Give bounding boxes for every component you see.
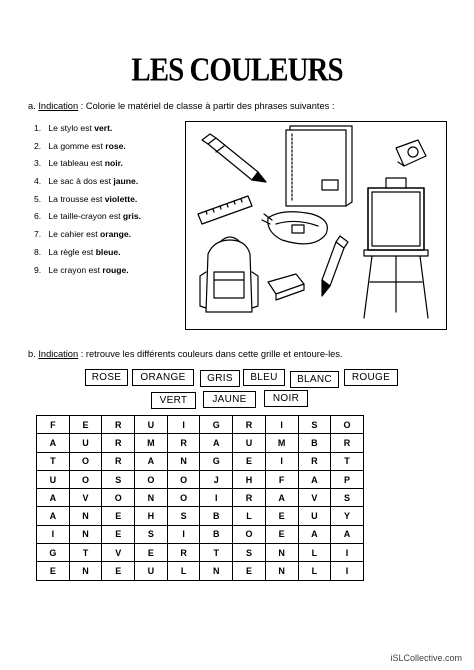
item-color: violette.: [104, 193, 138, 204]
grid-cell[interactable]: I: [167, 416, 200, 434]
grid-cell[interactable]: A: [200, 434, 233, 452]
grid-cell[interactable]: N: [167, 452, 200, 470]
grid-row: [37, 434, 364, 452]
instruction-b-prefix: b.: [28, 349, 39, 359]
grid-cell[interactable]: A: [331, 525, 364, 543]
grid-cell[interactable]: R: [167, 544, 200, 562]
grid-cell[interactable]: P: [331, 470, 364, 488]
grid-cell[interactable]: O: [233, 525, 266, 543]
grid-cell[interactable]: O: [167, 470, 200, 488]
list-item: [34, 208, 141, 226]
grid-cell[interactable]: T: [37, 452, 70, 470]
instruction-a-label: Indication: [38, 101, 79, 111]
grid-cell[interactable]: N: [200, 562, 233, 580]
item-number: 5.: [34, 193, 42, 204]
list-item: [34, 262, 141, 280]
list-item: [34, 155, 141, 173]
item-number: 9.: [34, 264, 42, 275]
grid-cell[interactable]: N: [135, 489, 168, 507]
grid-cell[interactable]: O: [69, 470, 102, 488]
list-item: [34, 173, 141, 191]
grid-cell[interactable]: O: [135, 470, 168, 488]
grid-cell[interactable]: A: [37, 489, 70, 507]
grid-cell[interactable]: S: [331, 489, 364, 507]
grid-cell[interactable]: E: [233, 562, 266, 580]
grid-cell[interactable]: T: [69, 544, 102, 562]
grid-cell[interactable]: R: [102, 452, 135, 470]
easel-board-icon: [364, 178, 428, 318]
word-chip-noir: NOIR: [264, 390, 308, 407]
grid-cell[interactable]: E: [265, 525, 298, 543]
item-color: vert.: [94, 123, 113, 133]
item-number: 8.: [34, 246, 42, 257]
grid-cell[interactable]: H: [233, 470, 266, 488]
grid-cell[interactable]: U: [135, 416, 168, 434]
instruction-b-text: : retrouve les différents couleurs dans cette grille et entoure-les.: [78, 349, 343, 359]
grid-cell[interactable]: N: [69, 507, 102, 525]
grid-cell[interactable]: E: [37, 562, 70, 580]
item-number: 6.: [34, 211, 42, 222]
grid-cell[interactable]: U: [37, 470, 70, 488]
instruction-b-label: Indication: [38, 349, 79, 359]
grid-cell[interactable]: N: [69, 525, 102, 543]
sharpener-icon: [396, 140, 426, 166]
grid-cell[interactable]: U: [233, 434, 266, 452]
grid-cell[interactable]: L: [298, 562, 331, 580]
grid-cell[interactable]: G: [200, 452, 233, 470]
grid-row: [37, 416, 364, 434]
grid-cell[interactable]: U: [69, 434, 102, 452]
grid-cell[interactable]: S: [135, 525, 168, 543]
grid-row: [37, 544, 364, 562]
grid-cell[interactable]: T: [331, 452, 364, 470]
grid-cell[interactable]: O: [69, 452, 102, 470]
eraser-icon: [268, 274, 304, 300]
grid-cell[interactable]: F: [37, 416, 70, 434]
grid-cell[interactable]: B: [200, 507, 233, 525]
grid-cell[interactable]: B: [298, 434, 331, 452]
grid-cell[interactable]: R: [331, 434, 364, 452]
notebook-icon: [286, 126, 352, 206]
word-chip-bleu: BLEU: [243, 369, 285, 386]
grid-cell[interactable]: T: [200, 544, 233, 562]
school-supplies-illustration: [185, 121, 447, 330]
grid-cell[interactable]: V: [102, 544, 135, 562]
grid-cell[interactable]: F: [265, 470, 298, 488]
word-chip-vert: VERT: [151, 392, 196, 409]
list-item: [34, 191, 141, 209]
word-chip-blanc: BLANC: [290, 371, 339, 388]
grid-cell[interactable]: I: [265, 416, 298, 434]
grid-cell[interactable]: E: [69, 416, 102, 434]
page-title: LES COULEURS: [131, 51, 343, 89]
grid-cell[interactable]: O: [167, 489, 200, 507]
grid-cell[interactable]: I: [167, 525, 200, 543]
sentence-list: [34, 120, 141, 279]
grid-cell[interactable]: R: [298, 452, 331, 470]
grid-cell[interactable]: H: [135, 507, 168, 525]
word-search-grid: [36, 415, 364, 581]
grid-cell[interactable]: A: [37, 434, 70, 452]
grid-cell[interactable]: E: [102, 562, 135, 580]
grid-cell[interactable]: I: [37, 525, 70, 543]
pencil-case-icon: [262, 212, 327, 244]
grid-cell[interactable]: M: [135, 434, 168, 452]
grid-cell[interactable]: L: [233, 507, 266, 525]
item-number: 2.: [34, 140, 42, 151]
grid-cell[interactable]: N: [265, 562, 298, 580]
pencil-icon: [322, 236, 348, 296]
grid-cell[interactable]: E: [135, 544, 168, 562]
grid-cell[interactable]: R: [102, 416, 135, 434]
item-color: jaune.: [113, 176, 139, 187]
list-item: [34, 120, 141, 138]
grid-row: [37, 452, 364, 470]
grid-cell[interactable]: V: [69, 489, 102, 507]
pen-icon: [202, 134, 266, 182]
footer-credit: iSLCollective.com: [390, 653, 462, 663]
grid-cell[interactable]: I: [331, 562, 364, 580]
grid-cell[interactable]: J: [200, 470, 233, 488]
grid-cell[interactable]: V: [298, 489, 331, 507]
grid-cell[interactable]: I: [200, 489, 233, 507]
grid-cell[interactable]: U: [298, 507, 331, 525]
grid-cell[interactable]: A: [135, 452, 168, 470]
grid-cell[interactable]: A: [298, 470, 331, 488]
grid-cell[interactable]: O: [102, 489, 135, 507]
grid-cell[interactable]: R: [102, 434, 135, 452]
word-chip-orange: ORANGE: [132, 369, 194, 386]
grid-cell[interactable]: S: [233, 544, 266, 562]
item-color: noir.: [104, 158, 123, 169]
grid-cell[interactable]: B: [200, 525, 233, 543]
grid-cell[interactable]: L: [167, 562, 200, 580]
word-chip-rouge: ROUGE: [344, 369, 398, 386]
item-color: gris.: [122, 211, 142, 222]
grid-cell[interactable]: E: [102, 507, 135, 525]
item-number: 7.: [34, 229, 42, 240]
grid-cell[interactable]: N: [69, 562, 102, 580]
item-text: La gomme est: [48, 140, 106, 151]
grid-cell[interactable]: S: [102, 470, 135, 488]
word-chip-jaune: JAUNE: [203, 391, 256, 408]
grid-cell[interactable]: R: [167, 434, 200, 452]
word-chip-gris: GRIS: [200, 370, 240, 387]
instruction-a: [28, 101, 334, 111]
grid-cell[interactable]: S: [167, 507, 200, 525]
item-text: Le cahier est: [48, 229, 100, 240]
item-number: 1.: [34, 123, 42, 133]
grid-cell[interactable]: A: [265, 489, 298, 507]
list-item: [34, 226, 141, 244]
item-text: Le taille-crayon est: [48, 211, 123, 222]
grid-cell[interactable]: A: [37, 507, 70, 525]
grid-cell[interactable]: I: [331, 544, 364, 562]
grid-cell[interactable]: L: [298, 544, 331, 562]
grid-cell[interactable]: G: [37, 544, 70, 562]
grid-cell[interactable]: M: [265, 434, 298, 452]
backpack-icon: [200, 237, 258, 312]
list-item: [34, 244, 141, 262]
word-chip-rose: ROSE: [85, 369, 128, 386]
grid-cell[interactable]: I: [265, 452, 298, 470]
grid-row: [37, 470, 364, 488]
grid-cell[interactable]: E: [233, 452, 266, 470]
instruction-a-text: : Colorie le matériel de classe à partir des phrases suivantes :: [78, 101, 335, 111]
item-color: orange.: [99, 229, 132, 240]
grid-cell[interactable]: E: [265, 507, 298, 525]
grid-cell[interactable]: Y: [331, 507, 364, 525]
item-text: La règle est: [48, 246, 96, 257]
grid-cell[interactable]: E: [102, 525, 135, 543]
item-color: bleue.: [95, 246, 121, 257]
item-color: rose.: [105, 140, 126, 151]
item-text: Le tableau est: [48, 158, 105, 169]
ruler-icon: [198, 196, 252, 224]
item-text: Le crayon est: [48, 264, 103, 275]
grid-row: [37, 562, 364, 580]
grid-row: [37, 489, 364, 507]
item-color: rouge.: [102, 264, 129, 275]
item-text: La trousse est: [48, 193, 105, 204]
grid-cell[interactable]: R: [233, 489, 266, 507]
grid-cell[interactable]: G: [200, 416, 233, 434]
item-text: Le sac à dos est: [48, 176, 114, 187]
grid-row: [37, 525, 364, 543]
grid-cell[interactable]: U: [135, 562, 168, 580]
grid-row: [37, 507, 364, 525]
grid-cell[interactable]: N: [265, 544, 298, 562]
grid-cell[interactable]: A: [298, 525, 331, 543]
grid-cell[interactable]: O: [331, 416, 364, 434]
item-number: 4.: [34, 176, 42, 187]
item-text: Le stylo est: [48, 123, 95, 133]
instruction-a-prefix: a.: [28, 101, 39, 111]
grid-cell[interactable]: R: [233, 416, 266, 434]
grid-cell[interactable]: S: [298, 416, 331, 434]
list-item: [34, 138, 141, 156]
instruction-b: [28, 349, 343, 359]
item-number: 3.: [34, 158, 42, 169]
